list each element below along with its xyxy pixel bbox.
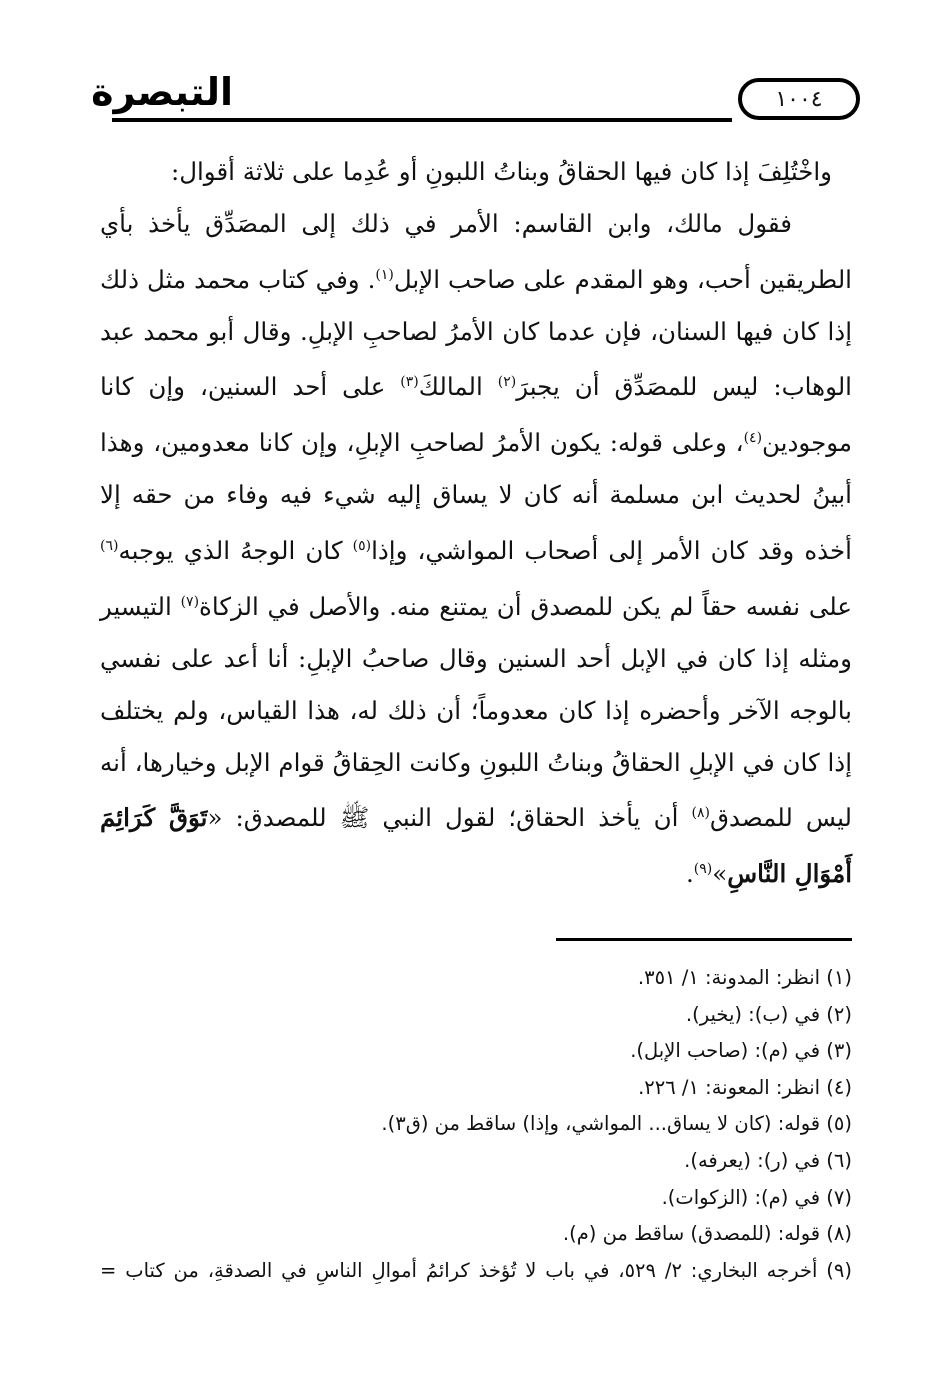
footnote-ref-7: (٧) — [180, 594, 200, 610]
header-rule — [112, 118, 732, 122]
footnote-ref-1: (١) — [375, 266, 394, 283]
text-span: فقول مالك، وابن القاسم: الأمر في ذلك إلى المصَدِّق يأخذ بأي الطريقين أحب، وهو المقدم على صاحب الإبل — [100, 208, 852, 294]
paragraph-2 — [100, 198, 852, 900]
footnote-divider — [556, 938, 852, 941]
footnote-ref-9: (٩) — [693, 861, 713, 878]
footnote-4: (٤) انظر: المعونة: ١/ ٢٢٦. — [638, 1075, 852, 1099]
footnote-6: (٦) في (ر): (يعرفه). — [684, 1148, 852, 1172]
main-text — [100, 146, 852, 900]
hadith-quote: تَوَقَّ كَرَائِمَ أَمْوَالِ النَّاسِ — [100, 803, 852, 889]
catchword: = — [100, 1258, 117, 1282]
text-span: » — [712, 859, 728, 889]
text-span: كان الوجهُ الذي يوجبه — [118, 536, 353, 566]
text-span: التيسير ومثله إذا كان في الإبل أحد السنين وقال صاحبُ الإبلِ: أنا أعد على نفسي بالوجه الآخر وأحضره إذا كان معدوماً؛ أن ذلك له، هذا القياس، ولم يختلف إذا كان في الإبلِ الحقاقُ وبناتُ اللبونِ وكانت الحِقاقُ قوام الإبل وخيارها، أنه ليس للمصدق — [100, 592, 852, 833]
paragraph-1: واخْتُلِفَ إذا كان فيها الحقاقُ وبناتُ اللبونِ أو عُدِما على ثلاثة أقوال: — [170, 157, 832, 186]
footnote-8: (٨) قوله: (للمصدق) ساقط من (م). — [562, 1222, 852, 1246]
text-span: أن يأخذ الحقاق؛ لقول النبي ﷺ للمصدق: « — [207, 803, 692, 833]
text-span: ، وعلى قوله: يكون الأمرُ لصاحبِ الإبلِ، وإن كانا معدومين، وهذا أبينُ لحديث ابن مسلمة أنه كان لا يساق إليه شيء فيه وفاء من حقه إلا أخذه وقد كان الأمر إلى أصحاب المواشي، وإذا — [100, 428, 852, 566]
footnote-ref-8: (٨) — [691, 805, 710, 822]
footnote-3: (٣) في (م): (صاحب الإبل). — [630, 1039, 852, 1063]
text-span: على نفسه حقاً لم يكن للمصدق أن يمتنع منه. والأصل في الزكاة — [199, 592, 852, 622]
footnote-ref-4: (٤) — [743, 430, 763, 447]
book-title: التبصرة — [91, 70, 233, 114]
footnote-5: (٥) قوله: (كان لا يساق... المواشي، وإذا) ساقط من (ق٣). — [381, 1112, 852, 1136]
text-span: . وفي كتاب محمد مثل ذلك إذا كان فيها السنان، فإن عدما كان الأمرُ لصاحبِ الإبلِ. وقال أبو محمد عبد الوهاب: ليس للمصَدِّق أن يجبرَ — [100, 264, 852, 402]
footnote-ref-2: (٢) — [497, 374, 517, 391]
footnote-ref-6: (٦) — [100, 538, 119, 555]
footnote-9-text: (٩) أخرجه البخاري: ٢/ ٥٢٩، في باب لا تُؤخذ كرائمُ أموالِ الناسِ في الصدقةِ، من كتاب — [125, 1258, 852, 1282]
footnote-2: (٢) في (ب): (يخير). — [685, 1002, 852, 1026]
page-number-oval — [738, 78, 860, 120]
text-span: . — [685, 859, 694, 889]
page-header — [0, 50, 938, 140]
text-span: على أحد السنين، وإن كانا موجودين — [100, 372, 852, 458]
footnote-9 — [100, 1253, 852, 1290]
text-span: المالكَ — [418, 372, 498, 402]
footnote-ref-5: (٥) — [352, 538, 372, 555]
page-number: ١٠٠٤ — [775, 86, 823, 112]
footnotes — [100, 960, 852, 1289]
footnote-ref-3: (٣) — [400, 374, 419, 391]
footnote-1: (١) انظر: المدونة: ١/ ٣٥١. — [637, 966, 852, 989]
footnote-7: (٧) في (م): (الزكوات). — [661, 1185, 852, 1209]
